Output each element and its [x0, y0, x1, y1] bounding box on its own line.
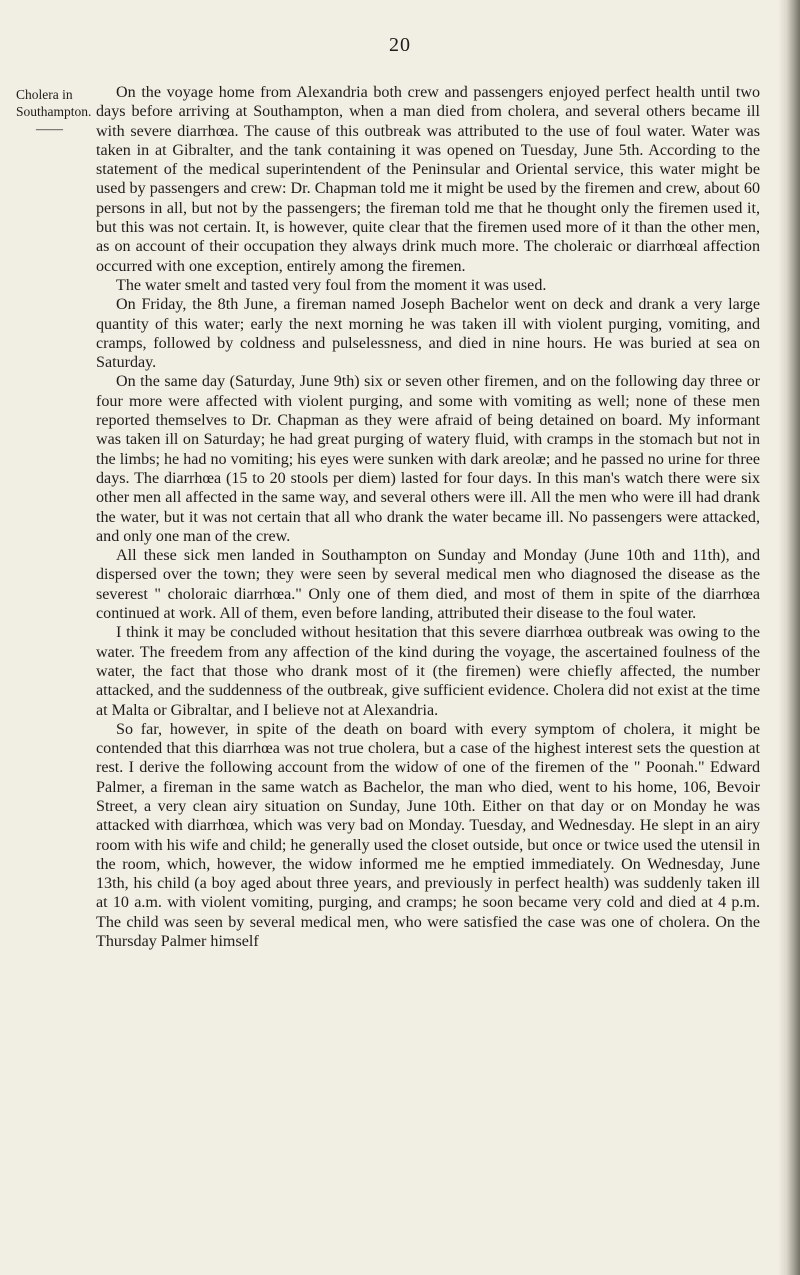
paragraph: The water smelt and tasted very foul from the moment it was used.	[116, 276, 547, 294]
page-number: 20	[389, 34, 411, 56]
paragraph: On the voyage home from Alexandria both crew and passengers enjoyed perfect health until two days before arriving at Southampton, when a man died from cholera, and several others became ill with severe diarrhœa. The cause of this outbreak was attributed to the use of foul water. Water was taken in at Gibralter, and the tank containing it was opened on Tuesday, June 5th. According to the statement of the medical superintendent of the Peninsular and Oriental service, this water might be used by passengers and crew: Dr. Chapman told me it might be used by the firemen and crew, about 60 persons in all, but not by the passengers; the fireman told me that he thought only the firemen used it, but this was not certain. It, is however, quite clear that the firemen used more of it than the other men, as on account of their occupation they always drink much more. The choleraic or diarrhœal affection occurred with one exception, entirely among the firemen.	[96, 84, 760, 275]
margin-note-line: Southampton.	[16, 104, 92, 119]
paragraph: So far, however, in spite of the death on board with every symptom of cholera, it might be contended that this diarrhœa was not true cholera, but a case of the highest interest sets the question at rest. I derive the following account from the widow of one of the firemen of the " Poonah." Edward Palmer, a fireman in the same watch as Bachelor, the man who died, went to his home, 106, Bevoir Street, a very clean airy situation on Sunday, June 10th. Either on that day or on Monday he was attacked with diarrhœa, which was very bad on Monday. Tuesday, and Wednesday. He slept in an airy room with his wife and child; he generally used the closet outside, but once or twice used the utensil in the room, which, however, the widow informed me he emptied immediately. On Wednesday, June 13th, his child (a boy aged about three years, and previously in perfect health) was suddenly taken ill at 10 a.m. with violent vomiting, purging, and cramps; he soon became very cold and died at 4 p.m. The child was seen by several medical men, who were satisfied the case was one of cholera. On the Thursday Palmer himself	[96, 720, 760, 951]
paragraph: On Friday, the 8th June, a fireman named Joseph Bachelor went on deck and drank a very large quantity of this water; early the next morning he was taken ill with violent purging, vomiting, and cramps, followed by coldness and pulselessness, and died in nine hours. He was buried at sea on Saturday.	[96, 296, 760, 372]
margin-note-dash: ——	[36, 121, 63, 136]
body-text	[96, 83, 760, 951]
page-edge-shadow	[778, 0, 800, 1275]
margin-note-line: Cholera in	[16, 87, 73, 102]
margin-note	[16, 86, 94, 137]
paragraph: On the same day (Saturday, June 9th) six or seven other firemen, and on the following day three or four more were affected with violent purging, and some with vomiting as well; none of these men reported themselves to Dr. Chapman as they were afraid of being detained on board. My informant was taken ill on Saturday; he had great purging of watery fluid, with cramps in the stomach but not in the limbs; he had no vomiting; his eyes were sunken with dark areolæ; and he passed no urine for three days. The diarrhœa (15 to 20 stools per diem) lasted for four days. In this man's watch there were six other men all affected in the same way, and several others were ill. All the men who were ill had drank the water, but it was not certain that all who drank the water became ill. No passengers were attacked, and only one man of the crew.	[96, 373, 760, 545]
paragraph: All these sick men landed in Southampton on Sunday and Monday (June 10th and 11th), and dispersed over the town; they were seen by several medical men who diagnosed the disease as the severest " choloraic diarrhœa." Only one of them died, and most of them in spite of the diarrhœa continued at work. All of them, even before landing, attributed their disease to the foul water.	[96, 547, 760, 623]
paragraph: I think it may be concluded without hesitation that this severe diarrhœa outbreak was owing to the water. The freedem from any affection of the kind during the voyage, the ascertained foulness of the water, the fact that those who drank most of it (the firemen) were chiefly affected, the number attacked, and the suddenness of the outbreak, give sufficient evidence. Cholera did not exist at the time at Malta or Gibraltar, and I believe not at Alexandria.	[96, 624, 760, 719]
